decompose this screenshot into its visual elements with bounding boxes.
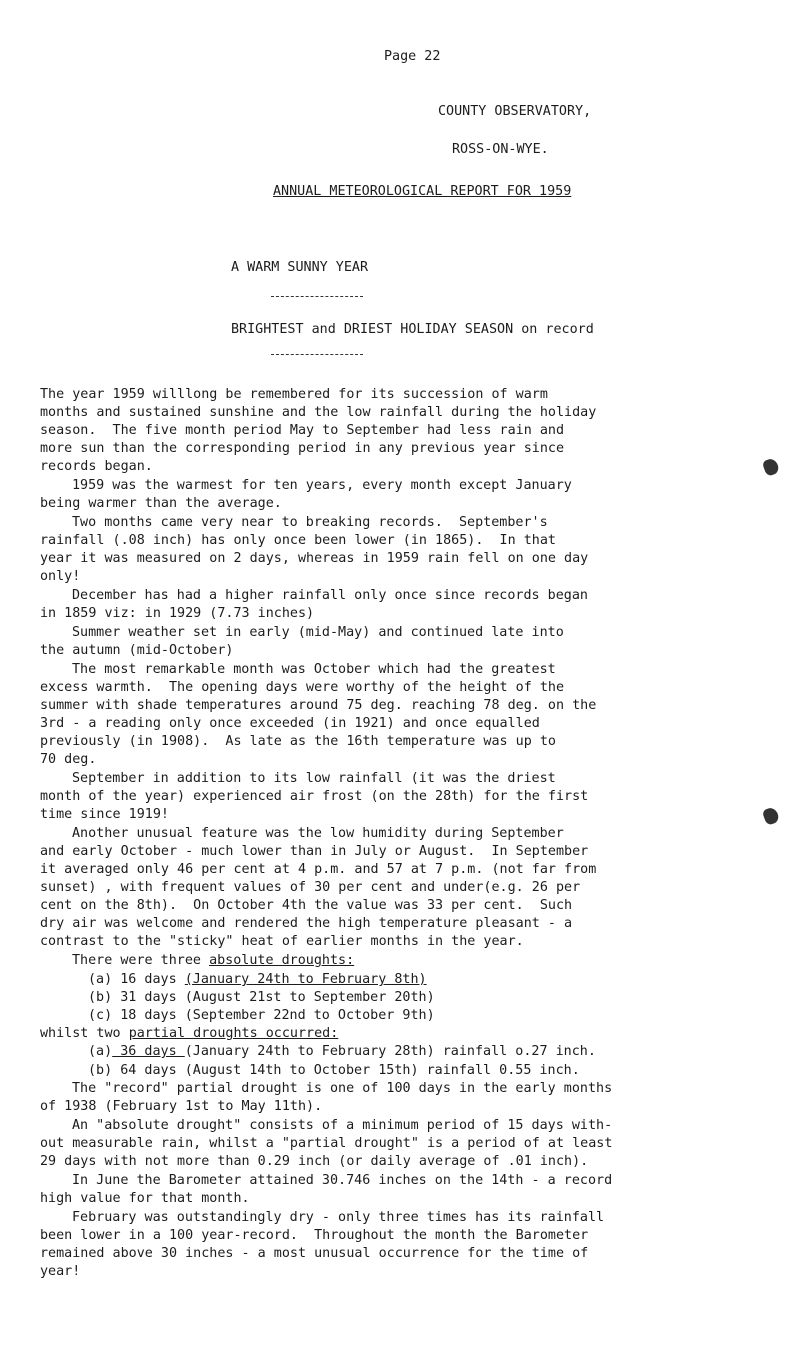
text-line: December has had a higher rainfall only once since records began — [72, 588, 588, 603]
text-line: dry air was welcome and rendered the high temperature pleasant - a — [40, 916, 573, 931]
drought-letter: (c) — [88, 1008, 113, 1023]
page-number: Page 22 — [384, 49, 441, 64]
text-line: 29 days with not more than 0.29 inch (or daily average of .01 inch). — [40, 1154, 589, 1169]
drought-days: 36 days — [112, 1044, 185, 1059]
drought-days: 64 days — [112, 1063, 185, 1078]
partial-drought-b — [88, 1062, 580, 1080]
absolute-drought-b — [88, 989, 435, 1007]
absolute-droughts-lead: There were three — [72, 953, 210, 968]
text-line: been lower in a 100 year-record. Throughout the month the Barometer — [40, 1228, 589, 1243]
text-line: only! — [40, 569, 81, 584]
text-line: rainfall (.08 inch) has only once been lower (in 1865). In that — [40, 533, 556, 548]
drought-dates: (January 24th to February 28th) rainfall o.27 inch. — [184, 1044, 596, 1059]
text-line: summer with shade temperatures around 75 deg. reaching 78 deg. on the — [40, 698, 597, 713]
partial-droughts-heading: partial droughts occurred: — [128, 1026, 339, 1041]
location-name: ROSS-ON-WYE. — [452, 142, 549, 157]
drought-days: 31 days — [112, 990, 185, 1005]
text-line: of 1938 (February 1st to May 11th). — [40, 1099, 323, 1114]
report-tagline: BRIGHTEST and DRIEST HOLIDAY SEASON on record — [231, 322, 594, 337]
text-line: cent on the 8th). On October 4th the value was 33 per cent. Such — [40, 898, 573, 913]
absolute-droughts-heading: absolute droughts: — [209, 953, 355, 968]
text-line: records began. — [40, 459, 153, 474]
text-line: more sun than the corresponding period in any previous year since — [40, 441, 565, 456]
drought-letter: (b) — [88, 1063, 113, 1078]
drought-dates: (September 22nd to October 9th) — [184, 1008, 435, 1023]
text-line: it averaged only 46 per cent at 4 p.m. and 57 at 7 p.m. (not far from — [40, 862, 597, 877]
drought-letter: (a) — [88, 1044, 113, 1059]
absolute-drought-c — [88, 1007, 435, 1025]
text-line: season. The five month period May to September had less rain and — [40, 423, 565, 438]
text-line: previously (in 1908). As late as the 16th temperature was up to — [40, 734, 556, 749]
drought-letter: (b) — [88, 990, 113, 1005]
drought-dates: (January 24th to February 8th) — [184, 972, 427, 987]
report-title: ANNUAL METEOROLOGICAL REPORT FOR 1959 — [273, 184, 572, 199]
text-line: contrast to the "sticky" heat of earlier months in the year. — [40, 934, 524, 949]
absolute-drought-a — [88, 971, 427, 989]
drought-dates: (August 14th to October 15th) rainfall 0.55 inch. — [184, 1063, 580, 1078]
text-line: excess warmth. The opening days were worthy of the height of the — [40, 680, 565, 695]
text-line: 1959 was the warmest for ten years, every month except January — [72, 478, 572, 493]
report-subtitle: A WARM SUNNY YEAR — [231, 260, 369, 275]
absolute-droughts-intro — [72, 952, 354, 970]
partial-droughts-lead: whilst two — [40, 1026, 129, 1041]
drought-dates: (August 21st to September 20th) — [184, 990, 435, 1005]
text-line: The "record" partial drought is one of 100 days in the early months — [72, 1081, 613, 1096]
text-line: out measurable rain, whilst a "partial drought" is a period of at least — [40, 1136, 613, 1151]
drought-days: 18 days — [112, 1008, 185, 1023]
text-line: and early October - much lower than in July or August. In September — [40, 844, 589, 859]
text-line: time since 1919! — [40, 807, 169, 822]
text-line: An "absolute drought" consists of a minimum period of 15 days with- — [72, 1118, 613, 1133]
partial-droughts-intro — [40, 1025, 338, 1043]
text-line: Summer weather set in early (mid-May) and continued late into — [72, 625, 564, 640]
text-line: The most remarkable month was October which had the greatest — [72, 662, 556, 677]
drought-days: 16 days — [112, 972, 185, 987]
text-line: high value for that month. — [40, 1191, 250, 1206]
partial-drought-a — [88, 1043, 596, 1061]
text-line: months and sustained sunshine and the low rainfall during the holiday — [40, 405, 597, 420]
text-line: Another unusual feature was the low humidity during September — [72, 826, 564, 841]
text-line: in 1859 viz: in 1929 (7.73 inches) — [40, 606, 315, 621]
text-line: September in addition to its low rainfall (it was the driest — [72, 771, 556, 786]
text-line: February was outstandingly dry - only three times has its rainfall — [72, 1210, 605, 1225]
text-line: remained above 30 inches - a most unusual occurrence for the time of — [40, 1246, 589, 1261]
text-line: Two months came very near to breaking records. September's — [72, 515, 548, 530]
text-line: 70 deg. — [40, 752, 97, 767]
text-line: The year 1959 willlong be remembered for its succession of warm — [40, 387, 548, 402]
text-line: month of the year) experienced air frost (on the 28th) for the first — [40, 789, 589, 804]
text-line: 3rd - a reading only once exceeded (in 1921) and once equalled — [40, 716, 540, 731]
text-line: year it was measured on 2 days, whereas in 1959 rain fell on one day — [40, 551, 589, 566]
text-line: the autumn (mid-October) — [40, 643, 234, 658]
text-line: In June the Barometer attained 30.746 inches on the 14th - a record — [72, 1173, 613, 1188]
drought-letter: (a) — [88, 972, 113, 987]
text-line: year! — [40, 1264, 81, 1279]
text-line: being warmer than the average. — [40, 496, 282, 511]
institution-name: COUNTY OBSERVATORY, — [438, 104, 592, 119]
text-line: sunset) , with frequent values of 30 per cent and under(e.g. 26 per — [40, 880, 581, 895]
